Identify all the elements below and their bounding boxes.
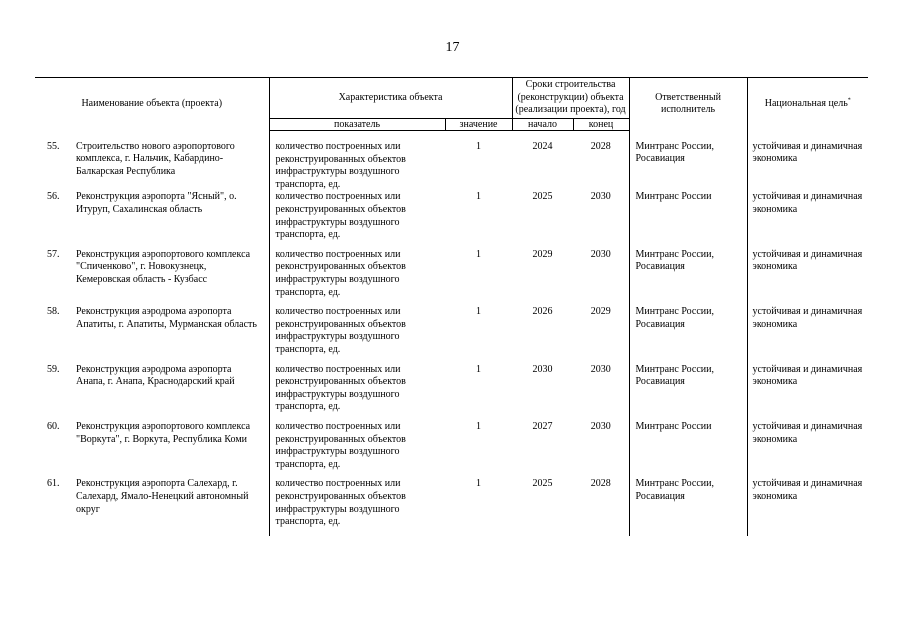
- table-row: [35, 421, 868, 478]
- table-row: [35, 191, 868, 248]
- table-header: [35, 78, 868, 131]
- start-year: 2026: [532, 306, 553, 318]
- object-name: Строительство нового аэропортового комплекса, г. Нальчик, Кабардино-Балкарская Республика: [76, 140, 235, 177]
- header-executor: Ответственный исполнитель: [629, 78, 747, 131]
- end-year: 2030: [590, 191, 611, 203]
- header-goal: Национальная цель*: [747, 78, 868, 131]
- page-number: 17: [445, 40, 460, 55]
- end-year: 2030: [590, 248, 611, 260]
- indicator-value: 1: [476, 248, 482, 260]
- end-year: 2029: [590, 306, 611, 318]
- row-number: 57.: [47, 248, 60, 260]
- table-row: [35, 306, 868, 363]
- table-body: [35, 131, 868, 536]
- indicator: количество построенных или реконструированных объектов инфраструктуры воздушного транспорта, ед.: [269, 249, 445, 306]
- start-year: 2027: [532, 420, 553, 432]
- executor: Минтранс России: [629, 421, 747, 478]
- national-goal: устойчивая и динамичная экономика: [747, 306, 868, 363]
- indicator: количество построенных или реконструированных объектов инфраструктуры воздушного транспорта, ед.: [269, 131, 445, 192]
- header-end: конец: [573, 119, 629, 131]
- table-row: [35, 131, 868, 192]
- header-value: значение: [445, 119, 512, 131]
- national-goal: устойчивая и динамичная экономика: [747, 421, 868, 478]
- executor: Минтранс России, Росавиация: [629, 478, 747, 535]
- start-year: 2024: [532, 141, 553, 152]
- indicator-value: 1: [476, 191, 482, 203]
- indicator-value: 1: [476, 420, 482, 432]
- national-goal: устойчивая и динамичная экономика: [747, 249, 868, 306]
- executor: Минтранс России, Росавиация: [629, 249, 747, 306]
- table-row: [35, 249, 868, 306]
- object-name: Реконструкция аэропорта Салехард, г. Салехард, Ямало-Ненецкий автономный округ: [76, 478, 249, 515]
- end-year: 2030: [590, 420, 611, 432]
- indicator-value: 1: [476, 478, 482, 490]
- row-number: 56.: [47, 191, 60, 203]
- table-row: [35, 478, 868, 535]
- indicator: количество построенных или реконструированных объектов инфраструктуры воздушного транспорта, ед.: [269, 421, 445, 478]
- executor: Минтранс России, Росавиация: [629, 364, 747, 421]
- start-year: 2025: [532, 191, 553, 203]
- indicator-value: 1: [476, 363, 482, 375]
- indicator: количество построенных или реконструированных объектов инфраструктуры воздушного транспорта, ед.: [269, 191, 445, 248]
- objects-table: [35, 77, 868, 536]
- end-year: 2028: [590, 141, 611, 152]
- row-number: 58.: [47, 306, 60, 318]
- indicator: количество построенных или реконструированных объектов инфраструктуры воздушного транспорта, ед.: [269, 478, 445, 535]
- header-characteristics: Характеристика объекта: [269, 78, 512, 119]
- indicator-value: 1: [476, 306, 482, 318]
- end-year: 2030: [590, 363, 611, 375]
- indicator: количество построенных или реконструированных объектов инфраструктуры воздушного транспорта, ед.: [269, 306, 445, 363]
- national-goal: устойчивая и динамичная экономика: [747, 131, 868, 192]
- object-name: Реконструкция аэродрома аэропорта Анапа, г. Анапа, Краснодарский край: [76, 363, 235, 388]
- start-year: 2025: [532, 478, 553, 490]
- national-goal: устойчивая и динамичная экономика: [747, 364, 868, 421]
- row-number: 61.: [47, 478, 60, 490]
- row-number: 60.: [47, 420, 60, 432]
- executor: Минтранс России, Росавиация: [629, 131, 747, 192]
- object-name: Реконструкция аэропорта "Ясный", о. Итуруп, Сахалинская область: [76, 191, 237, 215]
- object-name: Реконструкция аэропортового комплекса "Воркута", г. Воркута, Республика Коми: [76, 420, 251, 445]
- national-goal: устойчивая и динамичная экономика: [747, 478, 868, 535]
- end-year: 2028: [590, 478, 611, 490]
- header-name: Наименование объекта (проекта): [35, 78, 269, 131]
- start-year: 2029: [532, 248, 553, 260]
- header-indicator: показатель: [269, 119, 445, 131]
- executor: Минтранс России, Росавиация: [629, 306, 747, 363]
- start-year: 2030: [532, 363, 553, 375]
- national-goal: устойчивая и динамичная экономика: [747, 191, 868, 248]
- indicator: количество построенных или реконструированных объектов инфраструктуры воздушного транспорта, ед.: [269, 364, 445, 421]
- object-name: Реконструкция аэропортового комплекса "Спиченково", г. Новокузнецк, Кемеровская область - Кузбасс: [76, 248, 251, 285]
- header-start: начало: [512, 119, 573, 131]
- indicator-value: 1: [476, 141, 482, 152]
- row-number: 55.: [47, 140, 60, 152]
- header-terms: Сроки строительства (реконструкции) объекта (реализации проекта), год: [512, 78, 629, 119]
- executor: Минтранс России: [629, 191, 747, 248]
- table-row: [35, 364, 868, 421]
- object-name: Реконструкция аэродрома аэропорта Апатиты, г. Апатиты, Мурманская область: [76, 306, 257, 330]
- row-number: 59.: [47, 363, 60, 375]
